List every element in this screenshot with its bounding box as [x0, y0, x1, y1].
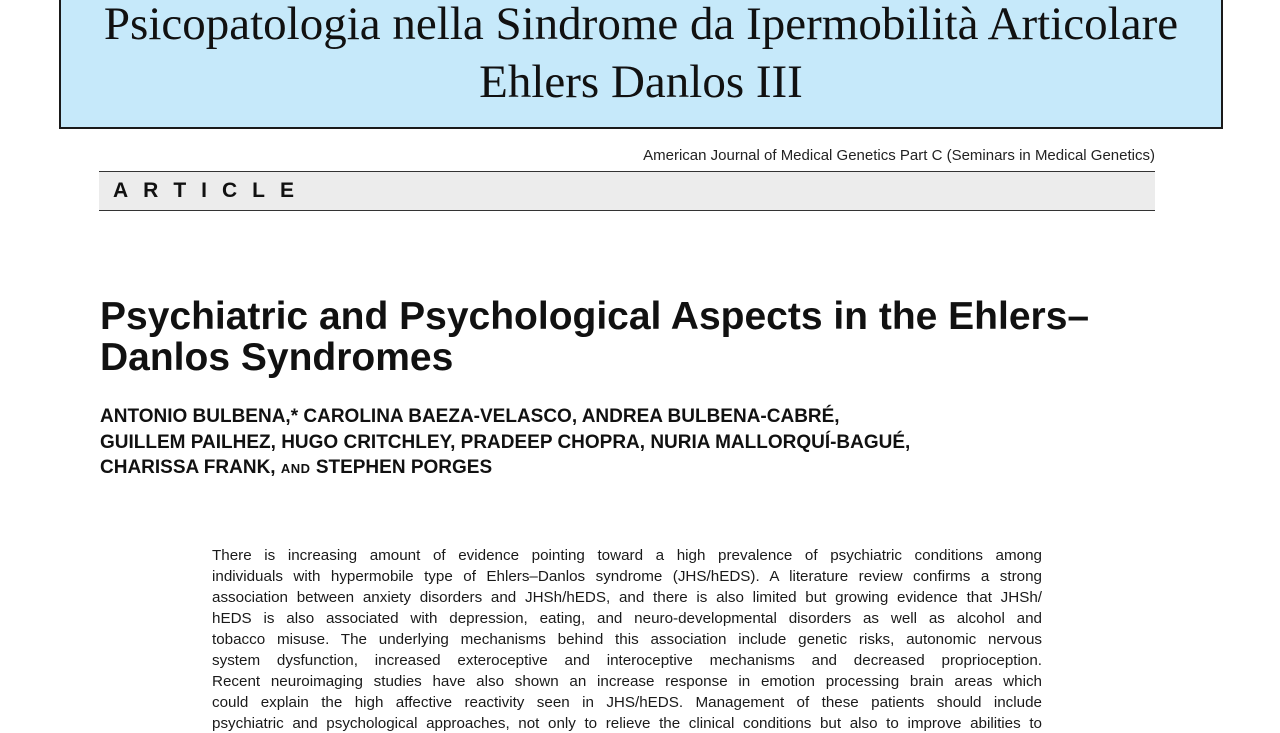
article-header-band	[99, 171, 1155, 211]
author-line-2: GUILLEM PAILHEZ, HUGO CRITCHLEY, PRADEEP CHOPRA, NURIA MALLORQUÍ-BAGUÉ,	[100, 431, 911, 453]
abstract-line: could explain the high affective reactivity seen in JHS/hEDS. Management of these patients should include	[212, 694, 1042, 712]
author-line-3-part-2: STEPHEN PORGES	[315, 457, 493, 478]
slide-title-line-2: Ehlers Danlos III	[479, 56, 803, 108]
author-and-word: AND	[280, 461, 311, 476]
abstract-line: Recent neuroimaging studies have also shown an increase response in emotion processing brain areas which	[212, 673, 1042, 691]
author-line-3	[100, 455, 1150, 482]
abstract-line: There is increasing amount of evidence pointing toward a high prevalence of psychiatric conditions among	[212, 547, 1042, 564]
author-line-1: ANTONIO BULBENA,* CAROLINA BAEZA-VELASCO, ANDREA BULBENA-CABRÉ,	[100, 406, 840, 427]
article-label: ARTICLE	[113, 179, 309, 202]
abstract-line: psychiatric and psychological approaches, not only to relieve the clinical conditions but also to improve abilities to	[212, 715, 1042, 733]
author-list	[100, 404, 1150, 482]
abstract-line: hEDS is also associated with depression, eating, and neuro-developmental disorders as well as alcohol and	[212, 610, 1042, 628]
slide-title-line-1: Psicopatologia nella Sindrome da Ipermobilità Articolare	[103, 0, 1179, 50]
abstract-line: tobacco misuse. The underlying mechanisms behind this association include genetic risks, autonomic nervous	[212, 631, 1042, 649]
abstract-line: system dysfunction, increased exteroceptive and interoceptive mechanisms and decreased proprioception.	[212, 652, 1042, 670]
author-line-3-part-1: CHARISSA FRANK,	[100, 457, 276, 478]
abstract-line: association between anxiety disorders and JHSh/hEDS, and there is also limited but growing evidence that JHSh/	[212, 589, 1042, 607]
paper-title: Psychiatric and Psychological Aspects in the Ehlers–Danlos Syndromes	[100, 295, 1090, 379]
abstract	[212, 545, 1042, 733]
slide-title-box	[59, 0, 1223, 129]
journal-name: American Journal of Medical Genetics Part C (Seminars in Medical Genetics)	[643, 147, 1155, 164]
abstract-line: individuals with hypermobile type of Ehlers–Danlos syndrome (JHS/hEDS). A literature review confirms a strong	[212, 568, 1042, 586]
